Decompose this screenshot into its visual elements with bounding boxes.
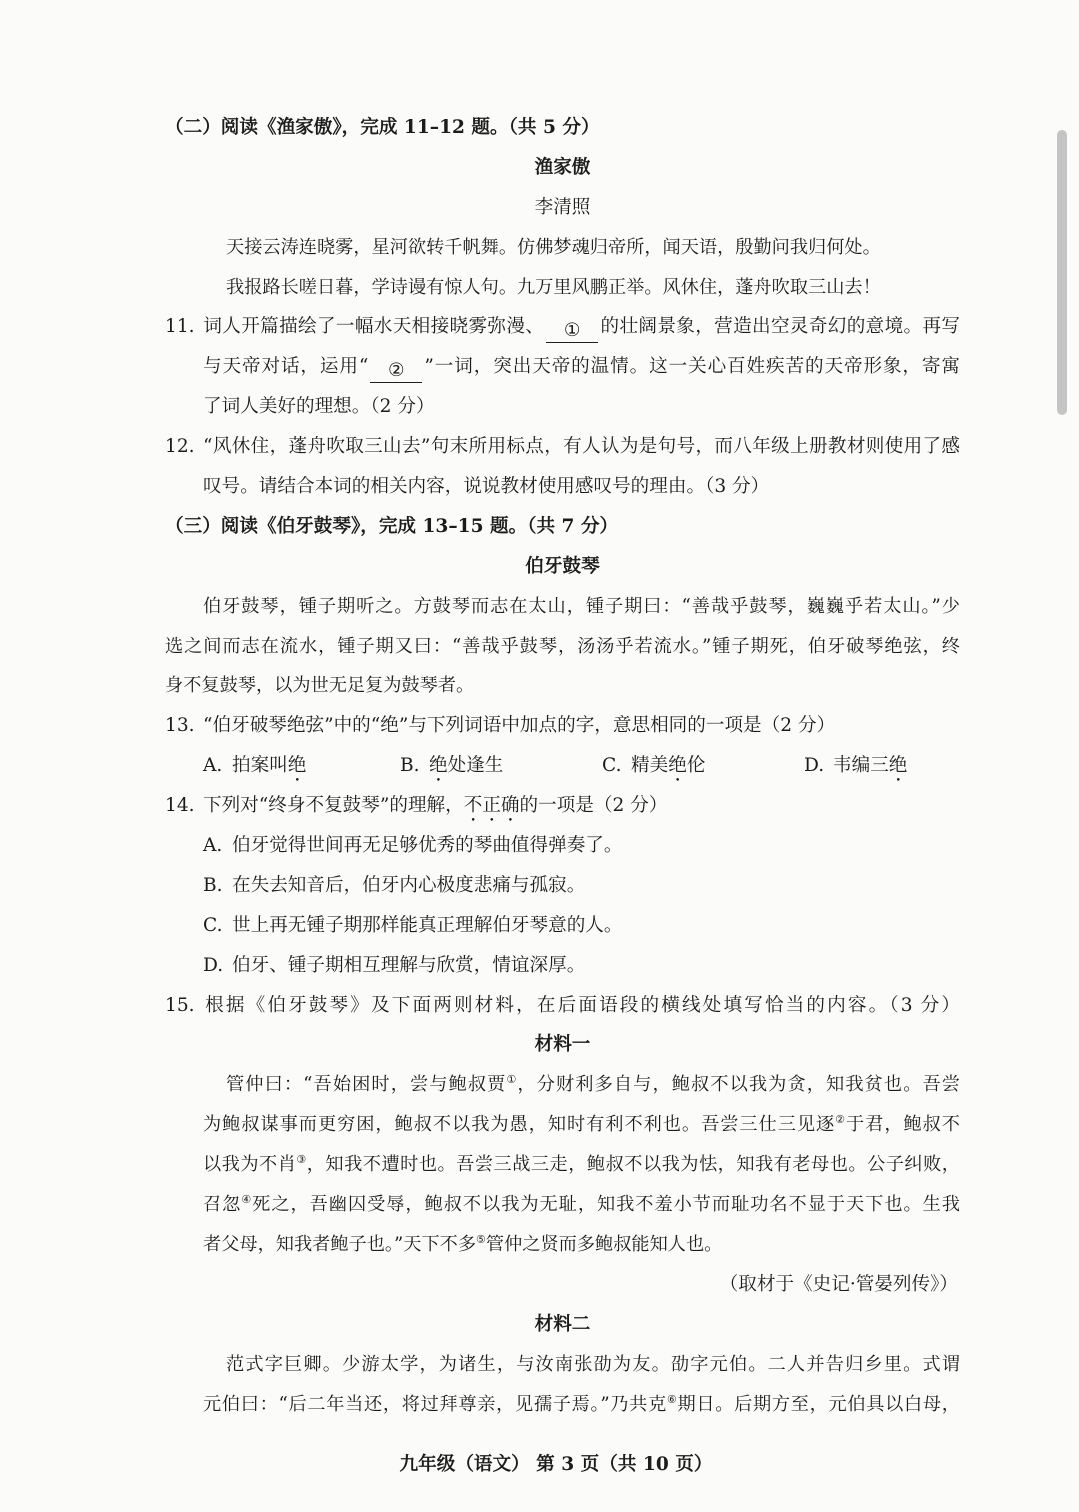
option-letter: C. (602, 755, 622, 777)
question-text: ”一词，突出天帝的温情。这一关心百姓疾苦的天帝形象，寄寓 (424, 356, 960, 378)
question-13-stem (165, 706, 960, 746)
option-c (602, 746, 804, 786)
dotted-char: 绝 (429, 755, 448, 777)
material-text: ，知我不遭时也。吾尝三战三走，鲍叔不以我为怯，知我有老母也。公子纠败， (306, 1154, 960, 1176)
option-letter: A. (203, 835, 223, 857)
section-2-heading: （二）阅读《渔家傲》，完成 11–12 题。（共 5 分） (165, 117, 600, 138)
section-3-heading: （三）阅读《伯牙鼓琴》，完成 13–15 题。（共 7 分） (165, 515, 619, 537)
question-text: 词人开篇描绘了一幅水天相接晓雾弥漫、 (203, 316, 545, 338)
question-12-line: 叹号。请结合本词的相关内容，说说教材使用感叹号的理由。（3 分） (203, 476, 770, 498)
passage-line: 伯牙鼓琴，锺子期听之。方鼓琴而志在太山，锺子期曰：“善哉乎鼓琴，巍巍乎若太山。”少 (203, 595, 960, 617)
material-text: 元伯曰：“后二年当还，将过拜尊亲，见孺子焉。”乃共克 (203, 1393, 667, 1415)
question-text: 下列对“终身不复鼓琴”的理解， (203, 795, 464, 817)
poem-author: 李清照 (534, 196, 591, 218)
option-letter: A. (203, 755, 223, 777)
question-text: 的壮阔景象，营造出空灵奇幻的意境。再写 (600, 316, 960, 338)
page-content (165, 108, 960, 1424)
dotted-char: 绝 (287, 755, 307, 777)
option-c (165, 906, 960, 946)
material-line (165, 1345, 960, 1385)
vertical-scrollbar[interactable] (1054, 0, 1070, 1512)
question-text: 与天帝对话，运用“ (203, 356, 369, 378)
dotted-char: 绝 (888, 755, 908, 777)
option-text: 在失去知音后，伯牙内心极度悲痛与孤寂。 (232, 874, 586, 896)
material-text: 管仲曰：“吾始困时，尝与鲍叔贾 (226, 1074, 507, 1096)
question-number: 14. (165, 795, 195, 817)
option-text: 伯牙、锺子期相互理解与欣赏，情谊深厚。 (232, 954, 586, 976)
material-text: 者父母，知我者鲍子也。”天下不多 (203, 1233, 477, 1255)
option-a (203, 746, 400, 786)
question-text: “伯牙破琴绝弦”中的“绝”与下列词语中加点的字，意思相同的一项是（2 分） (203, 715, 836, 737)
question-number: 12. (165, 436, 195, 458)
option-b (400, 746, 602, 786)
material-text: 于君，鲍叔不 (846, 1114, 960, 1136)
option-letter: B. (203, 874, 223, 896)
material-text: 死之，吾幽囚受辱，鲍叔不以我为无耻，知我不羞小节而耻功名不显于天下也。生我 (252, 1194, 960, 1216)
poem-line: 我报路长嗟日暮，学诗谩有惊人句。九万里风鹏正举。风休住，蓬舟吹取三山去！ (226, 276, 881, 298)
option-letter: C. (203, 914, 223, 936)
passage-line: 身不复鼓琴，以为世无足复为鼓琴者。 (165, 675, 475, 697)
question-12-line (165, 427, 960, 467)
option-d (804, 746, 907, 786)
question-15-stem (165, 986, 960, 1026)
passage-title: 伯牙鼓琴 (525, 555, 600, 577)
question-13-options (165, 746, 960, 786)
option-letter: B. (400, 755, 420, 777)
footnote-marker: ② (835, 1113, 847, 1127)
material-text: 管仲之贤而多鲍叔能知人也。 (485, 1233, 723, 1255)
option-letter: D. (203, 954, 224, 976)
answer-blank: ① (546, 320, 598, 343)
footnote-marker: ④ (241, 1193, 253, 1207)
option-letter: D. (804, 755, 825, 777)
option-text: 精美 (631, 755, 669, 777)
footnote-marker: ⑤ (476, 1232, 486, 1246)
question-text: 的一项是（2 分） (519, 795, 668, 817)
dotted-text: 不正确 (463, 795, 520, 817)
material-text: ，分财利多自与，鲍叔不以我为贪，知我贫也。吾尝 (517, 1074, 960, 1096)
material-text: 以我为不肖 (203, 1154, 297, 1176)
footnote-marker: ③ (296, 1153, 307, 1167)
option-text: 世上再无锺子期那样能真正理解伯牙琴意的人。 (232, 914, 623, 936)
material-line (165, 1105, 960, 1145)
footnote-marker: ① (506, 1073, 518, 1087)
scrollbar-thumb[interactable] (1057, 130, 1067, 415)
question-text: 根据《伯牙鼓琴》及下面两则材料，在后面语段的横线处填写恰当的内容。（3 分） (203, 994, 960, 1016)
material-text: 召忽 (203, 1194, 242, 1216)
answer-blank: ② (370, 360, 422, 383)
material-1-title: 材料一 (534, 1034, 591, 1056)
option-d (165, 946, 960, 986)
material-1-source: （取材于《史记·管晏列传》） (719, 1273, 958, 1295)
poem-title: 渔家傲 (534, 156, 591, 178)
question-text: “风休住，蓬舟吹取三山去”句末所用标点，有人认为是句号，而八年级上册教材则使用了感 (203, 436, 960, 458)
footnote-marker: ⑥ (666, 1392, 678, 1406)
question-11-line (165, 347, 960, 387)
question-14-stem (165, 786, 960, 826)
option-text: 伦 (686, 755, 706, 777)
option-text: 拍案叫 (232, 755, 288, 777)
material-2-title: 材料二 (534, 1313, 591, 1335)
passage-line: 选之间而志在流水，锺子期又曰：“善哉乎鼓琴，汤汤乎若流水。”锺子期死，伯牙破琴绝弦，终 (165, 635, 960, 657)
option-text: 处逢生 (447, 755, 504, 777)
option-b (165, 866, 960, 906)
material-line (165, 1145, 960, 1185)
dotted-char: 绝 (668, 755, 687, 777)
question-11-line: 了词人美好的理想。（2 分） (203, 396, 435, 418)
poem-line: 天接云涛连晓雾，星河欲转千帆舞。仿佛梦魂归帝所，闻天语，殷勤问我归何处。 (226, 236, 881, 258)
question-number: 15. (165, 994, 195, 1016)
option-a (165, 826, 960, 866)
question-number: 11. (165, 316, 195, 338)
material-line (165, 1225, 960, 1265)
option-text: 伯牙觉得世间再无足够优秀的琴曲值得弹奏了。 (232, 835, 623, 857)
material-text: 为鲍叔谋事而更穷困，鲍叔不以我为愚，知时有利不利也。吾尝三仕三见逐 (203, 1114, 836, 1136)
material-text: 期日。后期方至，元伯具以白母， (677, 1393, 960, 1415)
material-text: 范式字巨卿。少游太学，为诸生，与汝南张劭为友。劭字元伯。二人并告归乡里。式谓 (226, 1353, 960, 1375)
material-line (165, 1185, 960, 1225)
question-number: 13. (165, 715, 195, 737)
page-footer: 九年级（语文） 第 3 页（共 10 页） (399, 1454, 713, 1475)
question-11-line (165, 307, 960, 347)
material-line (165, 1385, 960, 1425)
option-text: 韦编三 (833, 755, 889, 777)
material-line (165, 1065, 960, 1105)
